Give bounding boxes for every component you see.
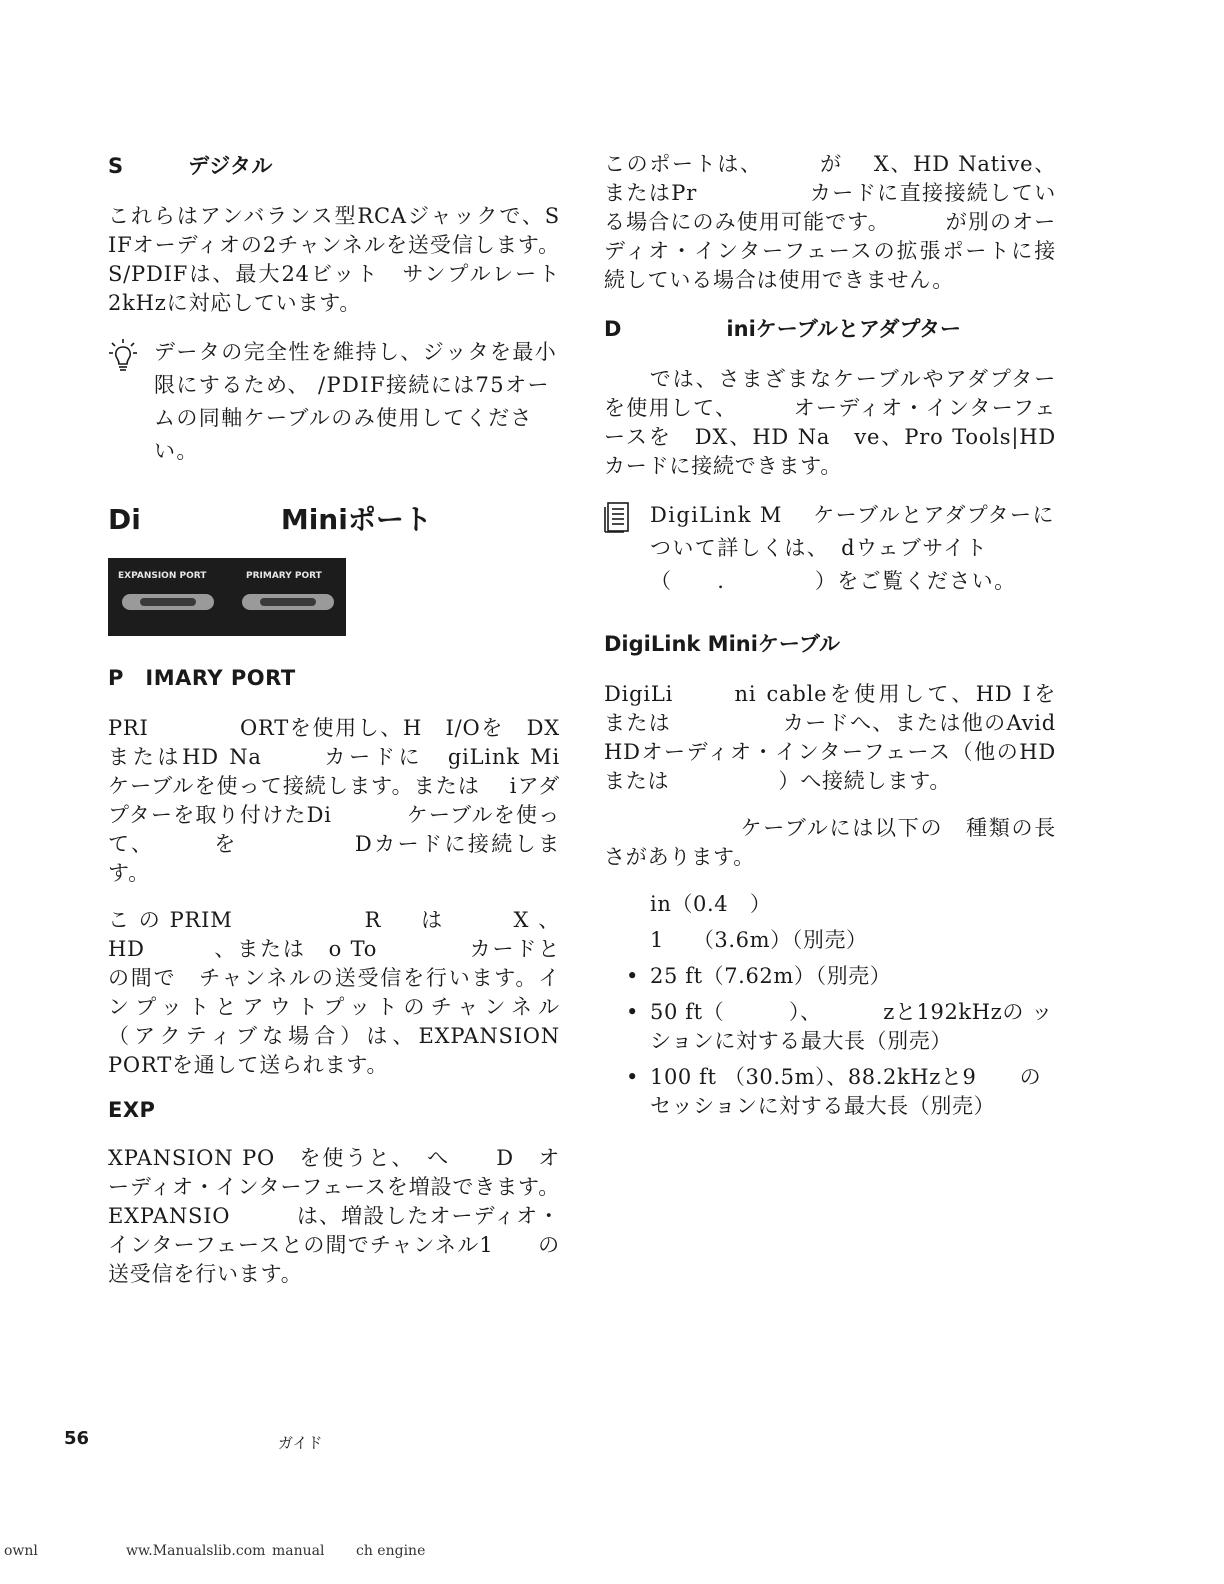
expansion-port-heading: EXP (108, 1098, 156, 1122)
list-item: 1 （3.6m）（別売） (650, 928, 868, 952)
list-item: in（0.4 ） (650, 892, 772, 916)
manualslib-link[interactable]: ww.Manualslib.com (126, 1543, 266, 1559)
primary-port-body-1: PRI ORTを使用し、H I/Oを DXまたはHD Na カードに giLink Mi ケーブルを使って接続します。または iアダプターを取り付けたDi ケーブルを使って、 を Dカードに接続します。 (108, 716, 582, 885)
primary-port-heading: P IMARY PORT (108, 666, 296, 690)
cables-adapters-heading: D iniケーブルとアダプター (604, 317, 961, 341)
spdif-body: これらはアンバランス型RCAジャックで、S IFオーディオの2チャンネルを送受信します。S/PDIFは、最大24ビット サンプルレート 2kHzに対応しています。 (108, 204, 590, 315)
footer-manual-text: manual (272, 1543, 325, 1559)
footer-engine-text: ch engine (356, 1543, 426, 1559)
list-item: • 25 ft（7.62m）（別売） (604, 962, 1056, 991)
list-item: • 100 ft （30.5m）、88.2kHzと9 のセッションに対する最大長（別売） (604, 1063, 1056, 1121)
expansion-port-connector (122, 594, 214, 610)
doc-note-text: DigiLink M ケーブルとアダプターについて詳しくは、 dウェブサイト（ . ）をご覧ください。 (650, 503, 1055, 593)
mini-cable-body-2: ケーブルには以下の 種類の長さがあります。 (604, 816, 1056, 869)
cable-lengths-list (604, 890, 1056, 1121)
expansion-port-label: EXPANSION PORT (118, 571, 207, 581)
primary-port-body-2: このPRIM R は X、HD 、または o To カードとの間で チャンネルの送受信を行います。インプットとアウトプットのチャンネル （アクティブな場合）は、EXPANSION PORTを通して送られます。 (108, 908, 626, 1077)
expansion-port-body: XPANSION PO を使うと、 へ D オーディオ・インターフェースを増設できます。EXPANSIO は、増設したオーディオ・インターフェースとの間でチャンネル1 の送受信を行います。 (108, 1146, 560, 1286)
digilink-ports-heading: Di Miniポート (108, 503, 432, 536)
mini-cable-body-1: DigiLi ni cableを使用して、HD Iを または カードへ、または他のAvid HDオーディオ・インターフェース（他のHD または ）へ接続します。 (604, 682, 1108, 793)
ports-figure (108, 558, 346, 636)
list-item: • 50 ft（ ）、 zと192kHzの ッションに対する最大長（別売） (604, 998, 1056, 1056)
port-availability-note: このポートは、 が X、HD Native、またはPr カードに直接接続している場合にのみ使用可能です。 が別のオーディオ・インターフェースの拡張ポートに接続している場合は使用できません。 (604, 152, 1056, 292)
footer-download-text: ownl (4, 1543, 38, 1559)
doc-note (604, 499, 1056, 598)
mini-cable-heading: DigiLink Miniケーブル (604, 632, 841, 656)
left-column (108, 150, 626, 1307)
tip-text: データの完全性を維持し、ジッタを最小限にするため、 /PDIF接続には75オームの同軸ケーブルのみ使用してください。 (154, 340, 558, 463)
primary-port-label: PRIMARY PORT (246, 571, 322, 581)
spdif-heading: S デジタル (108, 154, 273, 178)
guide-label: ガイド (278, 1434, 323, 1452)
document-icon (604, 499, 650, 598)
page-number: 56 (64, 1428, 90, 1449)
tip-note (108, 336, 560, 468)
cables-adapters-body: では、さまざまなケーブルやアダプターを使用して、 オーディオ・インターフェースを DX、HD Na ve、Pro Tools|HDカードに接続できます。 (604, 367, 1056, 478)
lightbulb-icon (108, 336, 154, 468)
right-column (604, 150, 1108, 1128)
primary-port-connector (242, 594, 334, 610)
